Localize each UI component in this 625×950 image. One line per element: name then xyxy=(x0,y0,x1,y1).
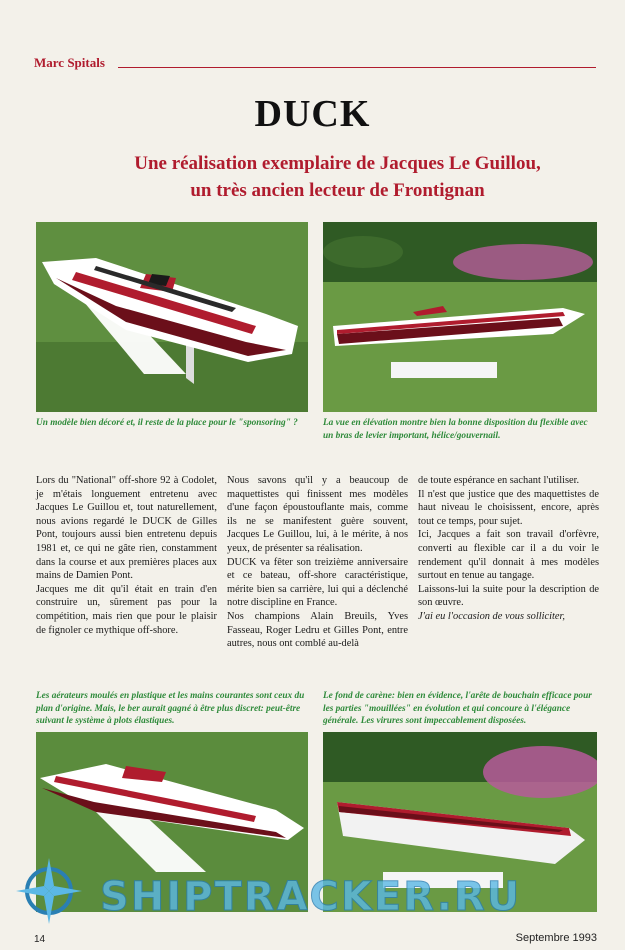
paragraph: Nos champions Alain Breuils, Yves Fasseau, Roger Ledru et Gilles Pont, entre autres, nous ont comblé au-delà xyxy=(227,610,408,650)
page-number: 14 xyxy=(34,934,46,945)
watermark xyxy=(0,856,625,926)
author-rule xyxy=(118,67,596,68)
caption-photo-4: Le fond de carène: bien en évidence, l'arête de bouchain efficace pour les parties "mouillées" en évolution et qui concoure à l'élégance générale. Les virures sont impeccablement disposées. xyxy=(323,691,592,726)
paragraph: Il n'est que justice que des maquettistes de haut niveau le choisissent, encore, après tout ce temps, pour sujet. xyxy=(418,488,599,527)
paragraph: Laissons-lui la suite pour la description de son œuvre. xyxy=(418,583,599,609)
photo-boat-side-view xyxy=(323,222,597,412)
issue-date: Septembre 1993 xyxy=(515,932,597,944)
subtitle-line-1: Une réalisation exemplaire de Jacques Le Guillou, xyxy=(134,153,541,174)
author-name: Marc Spitals xyxy=(34,55,105,70)
caption-photo-1: Un modèle bien décoré et, il reste de la place pour le "sponsoring" ? xyxy=(36,418,298,428)
paragraph: Ici, Jacques a fait son travail d'orfèvre, converti au flexible car il a du voir le rendement qu'il donnait à mes modèles surtout en tenue au tangage. xyxy=(418,529,599,582)
paragraph: de toute espérance en sachant l'utiliser. xyxy=(418,475,580,486)
watermark-text: SHIPTRACKER.RU xyxy=(100,874,522,920)
text-column-2 xyxy=(227,474,408,651)
caption-photo-2: La vue en élévation montre bien la bonne disposition du flexible avec un bras de levier important, hélice/gouvernail. xyxy=(323,418,588,441)
article-title: DUCK xyxy=(254,93,371,135)
photo-boat-three-quarter xyxy=(36,222,308,412)
paragraph: J'ai eu l'occasion de vous solliciter, xyxy=(418,610,565,622)
paragraph: Lors du "National" off-shore 92 à Codolet, je m'étais longuement entretenu avec Jacques Le Guillou et, tout naturellement, nous avions regardé le DUCK de Gilles Pont, toujours aussi bien entretenu depuis 1981 et, ce qui ne gâte rien, constamment dans la course et aux premières places aux mains de Damien Pont. xyxy=(36,475,217,582)
compass-icon xyxy=(14,856,84,926)
text-column-3 xyxy=(418,474,599,624)
text-column-1 xyxy=(36,474,217,637)
caption-photo-3: Les aérateurs moulés en plastique et les mains courantes sont ceux du plan d'origine. Mais, le ber aurait gagné à être plus discret: peut-être suivant le système à plots élastiques. xyxy=(36,691,305,726)
paragraph: Nous savons qu'il y a beaucoup de maquettistes qui finissent mes modèles d'une façon époustouflante mais, comme ils ne se manifestent guère souvent, Jacques Le Guillou, lui, à le mérite, à nos yeux, de présenter sa réalisation. xyxy=(227,475,408,554)
subtitle-line-2: un très ancien lecteur de Frontignan xyxy=(190,180,485,201)
paragraph: DUCK va fêter son treizième anniversaire et ce bateau, off-shore caractéristique, mérite bien sa carrière, lui qui a déclenché notre discipline en France. xyxy=(227,556,408,609)
paragraph: Jacques me dit qu'il était en train d'en construire un, sûrement pas pour la compétition, mais rien que pour le plaisir de fignoler ce mythique off-shore. xyxy=(36,583,217,636)
article-subtitle xyxy=(60,150,615,204)
